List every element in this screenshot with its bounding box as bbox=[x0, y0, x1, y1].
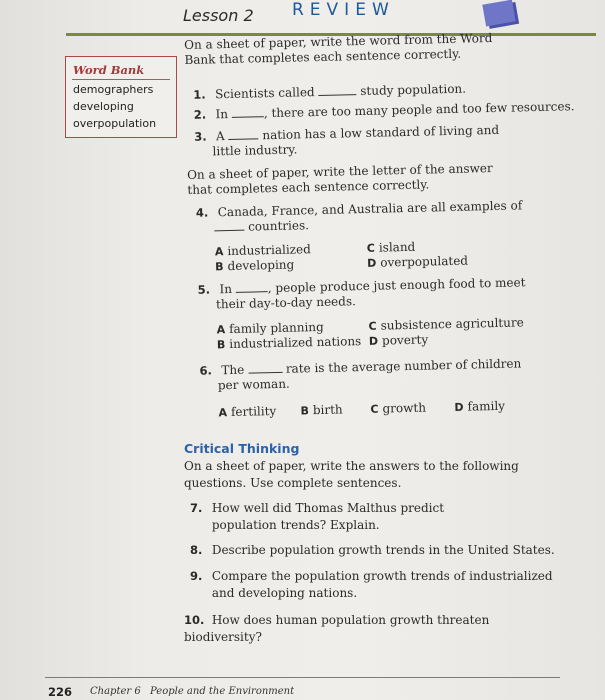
choice-text: developing bbox=[227, 257, 295, 274]
question-text: per woman. bbox=[217, 376, 290, 393]
answer-blank bbox=[232, 106, 264, 118]
answer-blank bbox=[318, 84, 356, 96]
choice-text: poverty bbox=[381, 332, 429, 348]
question-text: study population. bbox=[360, 81, 467, 99]
critical-thinking-instructions: On a sheet of paper, write the answers to the following questions. Use complete sentences. bbox=[184, 459, 519, 490]
answer-blank bbox=[236, 281, 268, 293]
footer-divider bbox=[45, 677, 560, 678]
question-text: countries. bbox=[247, 218, 310, 234]
word-bank-item: overpopulation bbox=[73, 117, 157, 130]
question-7 bbox=[190, 500, 570, 534]
question-number: 6. bbox=[199, 363, 213, 378]
word-bank-title: Word Bank bbox=[73, 63, 145, 77]
choice-text: subsistence agriculture bbox=[380, 315, 524, 333]
question-text: How well did Thomas Malthus predict population trends? Explain. bbox=[211, 501, 445, 532]
page-number: 226 bbox=[48, 685, 73, 699]
question-text: Describe population growth trends in the United States. bbox=[211, 543, 555, 557]
question-number: 1. bbox=[193, 87, 206, 102]
question-number: 9. bbox=[190, 569, 203, 583]
question-number: 4. bbox=[195, 205, 209, 220]
chapter-title: People and the Environment bbox=[150, 686, 295, 697]
question-text: nation has a low standard of living and bbox=[262, 122, 500, 143]
question-text: In bbox=[215, 107, 229, 122]
question-4 bbox=[196, 197, 587, 236]
question-text: Scientists called bbox=[214, 85, 315, 102]
word-bank-item: developing bbox=[73, 100, 134, 113]
choice-text: birth bbox=[312, 402, 343, 418]
question-text: Compare the population growth trends of industrialized and developing nations. bbox=[211, 569, 553, 600]
question-8 bbox=[190, 542, 570, 559]
choice-text: growth bbox=[382, 400, 427, 416]
question-9 bbox=[190, 568, 570, 602]
review-decoration bbox=[482, 0, 515, 26]
choice-text: industrialized nations bbox=[229, 334, 362, 352]
question-text: How does human population growth threaten biodiversity? bbox=[184, 613, 490, 644]
question-number: 2. bbox=[193, 107, 207, 122]
choice-text: fertility bbox=[230, 404, 277, 420]
question-1 bbox=[193, 79, 583, 103]
review-heading: REVIEW bbox=[292, 0, 395, 20]
question-text: little industry. bbox=[212, 142, 298, 159]
question-number: 7. bbox=[190, 501, 203, 515]
question-text: In bbox=[219, 281, 233, 297]
question-6 bbox=[199, 355, 590, 394]
section1-instructions: On a sheet of paper, write the word from the Word Bank that completes each sentence correctly. bbox=[184, 31, 493, 67]
question-number: 10. bbox=[184, 613, 205, 627]
question-5 bbox=[198, 274, 589, 313]
question-number: 3. bbox=[194, 129, 207, 144]
answer-blank bbox=[248, 362, 282, 374]
choice-text: overpopulated bbox=[380, 253, 469, 270]
section2-instructions: On a sheet of paper, write the letter of the answer that completes each sentence correctly. bbox=[186, 161, 493, 197]
answer-blank bbox=[214, 220, 244, 232]
critical-thinking-heading: Critical Thinking bbox=[184, 441, 300, 456]
question-text: The bbox=[221, 362, 245, 378]
choice-text: family planning bbox=[228, 319, 324, 337]
question-3 bbox=[194, 121, 585, 160]
word-bank-item: demographers bbox=[73, 83, 154, 96]
q5-choices: A family planning B industrialized nations C subsistence agriculture D poverty bbox=[216, 315, 524, 352]
word-bank-box bbox=[65, 56, 177, 138]
choice-text: island bbox=[378, 239, 416, 255]
q4-choices: A industrialized B developing C island D overpopulated bbox=[214, 239, 469, 274]
question-text: A bbox=[215, 129, 225, 144]
question-text: , people produce just enough food to meet bbox=[267, 275, 526, 296]
chapter-label: Chapter 6 bbox=[90, 686, 141, 697]
answer-blank bbox=[228, 128, 258, 140]
question-number: 5. bbox=[197, 282, 211, 297]
question-text: rate is the average number of children bbox=[285, 356, 522, 376]
question-10 bbox=[184, 612, 564, 646]
lesson-title: Lesson 2 bbox=[183, 6, 254, 25]
question-number: 8. bbox=[190, 543, 203, 557]
question-text: their day-to-day needs. bbox=[215, 294, 357, 312]
question-text: Canada, France, and Australia are all examples of bbox=[217, 198, 523, 220]
word-bank-divider bbox=[72, 79, 170, 80]
question-text: , there are too many people and too few resources. bbox=[263, 99, 575, 121]
question-2 bbox=[194, 99, 584, 123]
q6-choices: A fertility B birth C growth D family bbox=[218, 398, 506, 420]
choice-text: industrialized bbox=[227, 242, 311, 259]
choice-text: family bbox=[467, 398, 506, 414]
